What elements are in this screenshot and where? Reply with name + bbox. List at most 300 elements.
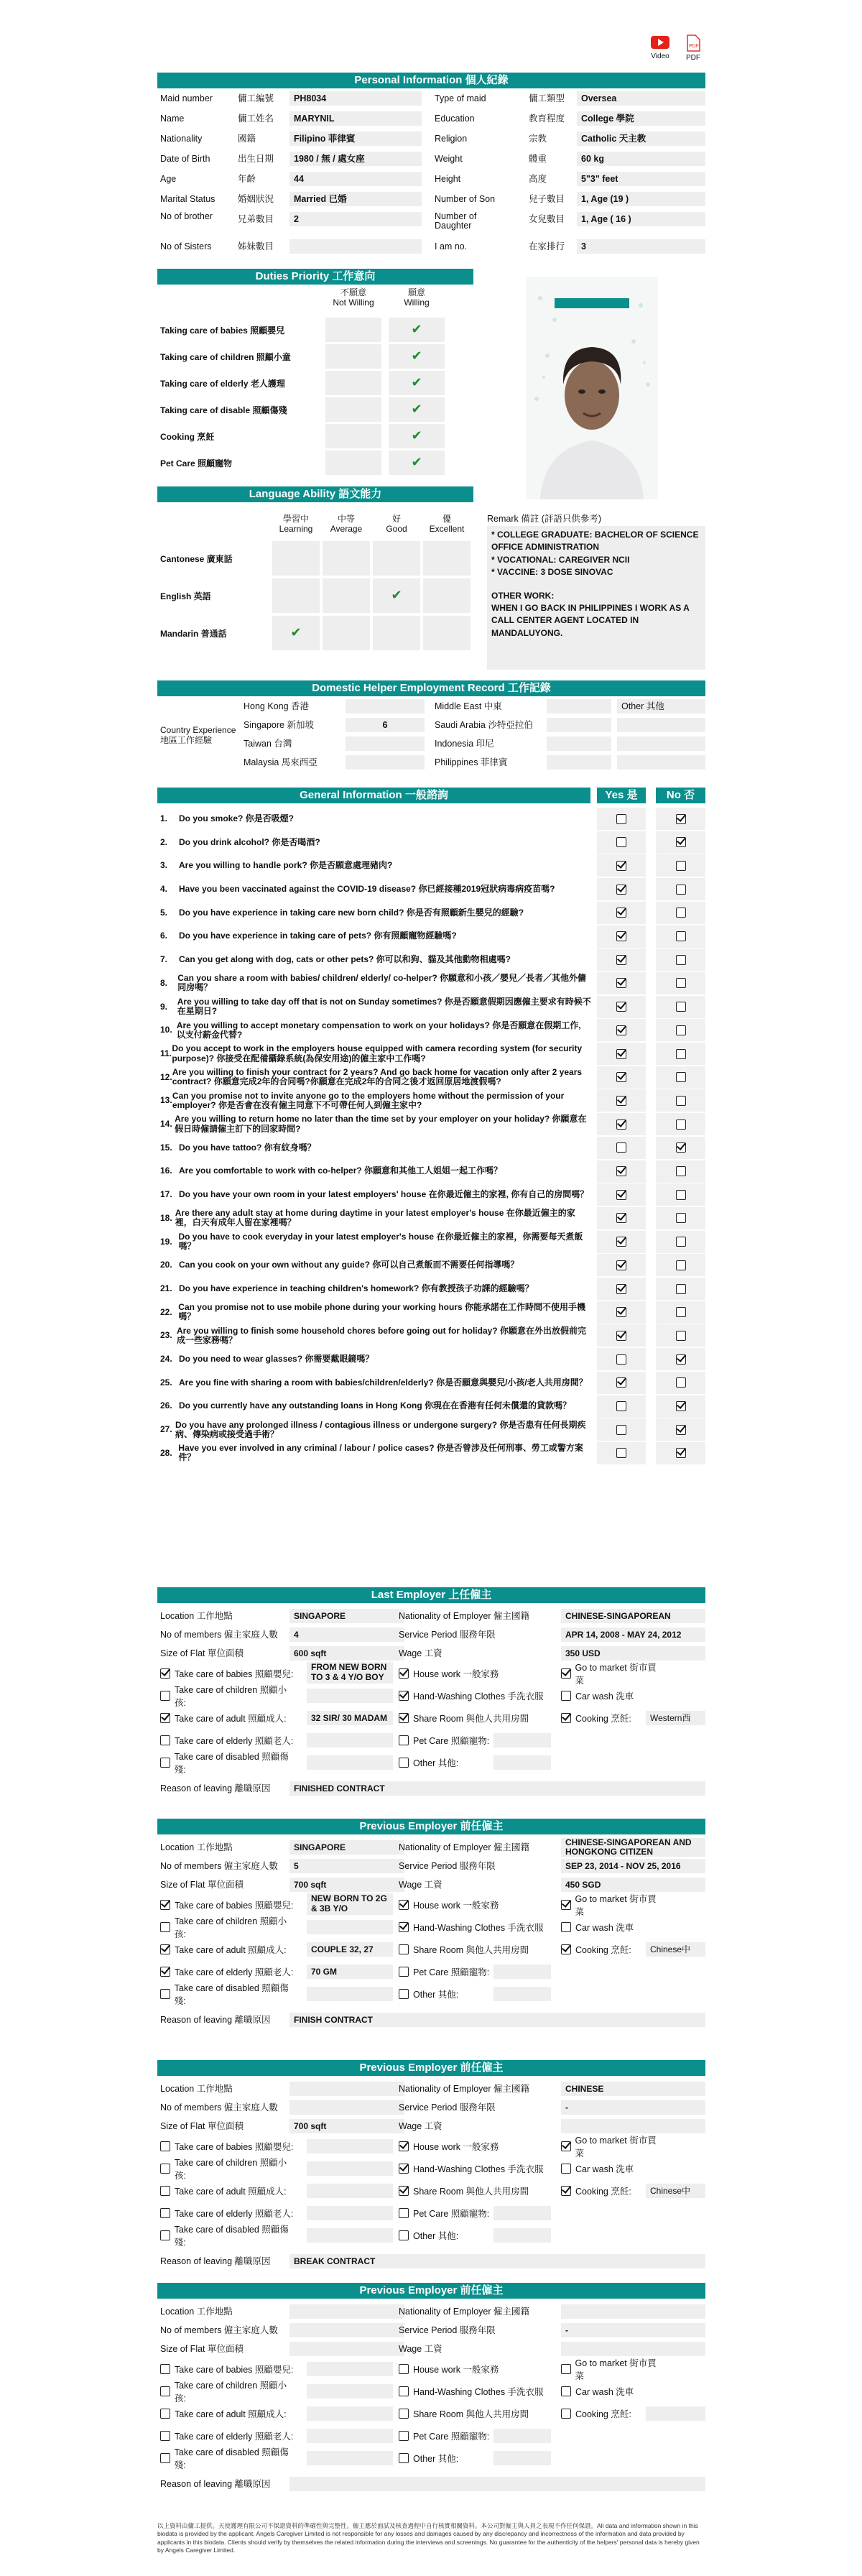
no-checkbox[interactable]	[676, 955, 686, 965]
care-item	[160, 1916, 297, 1939]
employer-value: SEP 23, 2014 - NOV 25, 2016	[561, 1859, 705, 1873]
personal-label-en: Education	[435, 114, 475, 124]
elderly-detail: 70 GM	[307, 1965, 393, 1979]
house-item	[399, 1666, 564, 1681]
personal-label-zh: 兒子數目	[529, 194, 565, 204]
wash-checkbox[interactable]	[399, 1922, 409, 1932]
personal-label-zh: 宗教	[529, 134, 547, 144]
yes-checkbox[interactable]	[616, 978, 626, 988]
no-cell	[656, 1395, 705, 1418]
no-checkbox[interactable]	[676, 1401, 686, 1411]
duty-label: Taking care of babies 照顧嬰兒	[160, 326, 285, 336]
personal-label-zh: 教育程度	[529, 114, 565, 124]
question-number: 1.	[160, 813, 168, 823]
language-col-header: 學習中 Learning	[279, 514, 313, 535]
other-checkbox[interactable]	[399, 1989, 409, 1999]
no-cell	[656, 1348, 705, 1370]
no-checkbox[interactable]	[676, 978, 686, 988]
general-question	[160, 996, 591, 1018]
employer-label: No of members 僱主家庭人數	[160, 1861, 278, 1871]
cooking-detail: Western西	[646, 1711, 705, 1725]
disabled-label: Take care of disabled 照顧傷殘:	[174, 1983, 289, 2006]
general-question-row	[157, 1019, 705, 1041]
video-link[interactable]	[649, 34, 671, 68]
question-text: Are you willing to finish some household chores before going out for holiday? 你願意在外出放假前完成一些家務嗎？	[176, 1325, 586, 1345]
question-number: 20.	[160, 1260, 172, 1270]
yes-checkbox[interactable]	[616, 1166, 626, 1176]
disabled-detail	[307, 2228, 393, 2243]
pdf-label: PDF	[686, 54, 700, 62]
market-item	[561, 2136, 662, 2159]
yes-cell	[597, 1089, 646, 1112]
other-country-cell: Other 其他	[617, 699, 705, 714]
car-checkbox[interactable]	[561, 2386, 571, 2396]
yes-checkbox[interactable]	[616, 908, 626, 918]
employer-value	[289, 2304, 404, 2319]
disabled-detail	[307, 1755, 393, 1770]
no-checkbox[interactable]	[676, 1190, 686, 1200]
babies-checkbox[interactable]	[160, 1668, 170, 1679]
elderly-checkbox[interactable]	[160, 1735, 170, 1745]
yes-checkbox[interactable]	[616, 1049, 626, 1059]
no-checkbox[interactable]	[676, 1049, 686, 1059]
language-col-header: 中等 Average	[330, 514, 363, 535]
no-checkbox[interactable]	[676, 1284, 686, 1294]
general-question	[160, 1254, 591, 1276]
care-item	[160, 2225, 297, 2248]
wash-checkbox[interactable]	[399, 2164, 409, 2174]
employer-label: Service Period 服務年限	[399, 2102, 496, 2113]
other-country-cell	[617, 737, 705, 751]
employer-value: 700 sqft	[289, 2119, 404, 2133]
wash-label: Hand-Washing Clothes 手洗衣服	[413, 2387, 544, 2397]
share-checkbox[interactable]	[399, 2409, 409, 2419]
wash-item	[399, 2384, 564, 2399]
country-years	[346, 755, 425, 770]
cooking-label: Cooking 烹飪:	[575, 1714, 631, 1724]
yes-checkbox[interactable]	[616, 861, 626, 871]
no-checkbox[interactable]	[676, 1072, 686, 1082]
top-icons	[646, 34, 711, 68]
pet-checkbox[interactable]	[399, 2208, 409, 2218]
disabled-checkbox[interactable]	[160, 1758, 170, 1768]
reason-value: FINISHED CONTRACT	[289, 1781, 705, 1796]
yes-checkbox[interactable]	[616, 1142, 626, 1153]
pet-label: Pet Care 照顧寵物:	[413, 2432, 490, 2442]
general-question-row	[157, 854, 705, 877]
no-checkbox[interactable]	[676, 908, 686, 918]
market-label: Go to market 街市買菜	[575, 1894, 657, 1917]
house-label: House work 一般家務	[413, 1901, 499, 1911]
disabled-checkbox[interactable]	[160, 2453, 170, 2463]
language-col-header: 優 Excellent	[429, 514, 465, 535]
car-label: Car wash 洗車	[575, 1691, 634, 1702]
disabled-checkbox[interactable]	[160, 1989, 170, 1999]
wash-item	[399, 1689, 564, 1703]
no-cell	[656, 1113, 705, 1135]
remark-title: Remark 備註 (評語只供參考)	[487, 514, 602, 524]
employer-label: Nationality of Employer 僱主國籍	[399, 2307, 530, 2317]
car-checkbox[interactable]	[561, 2164, 571, 2174]
employer-value: 700 sqft	[289, 1878, 404, 1892]
house-checkbox[interactable]	[399, 1900, 409, 1910]
employer-label: Location 工作地點	[160, 1842, 233, 1852]
cooking-checkbox[interactable]	[561, 1713, 571, 1723]
disabled-checkbox[interactable]	[160, 2230, 170, 2240]
pdf-icon	[685, 34, 701, 52]
elderly-checkbox[interactable]	[160, 1967, 170, 1977]
country-years: 6	[346, 718, 425, 732]
no-checkbox[interactable]	[676, 1213, 686, 1223]
general-question-row	[157, 1278, 705, 1300]
adult-detail: 32 SIR/ 30 MADAM	[307, 1711, 393, 1725]
pet-checkbox[interactable]	[399, 1735, 409, 1745]
no-checkbox[interactable]	[676, 885, 686, 895]
disclaimer-footer: 以上資料由傭工提供。天使護理有限公司不保證資料的準確性與完整性。僱主應於面試及核查過程中自行核實相關資料。本公司對僱主與人員之表現不作任何保證。All data and information shown in this biodata is provided by the applicant. Angels Caregiver Limited is not responsible for any losses and damages caused by any discrepancy and incorrectness of the information and data provided by applicants in this biodata. Clients should verify by themselves the related information during the interviews and screenings. No guarantee for the authenticity of the helpers' personal data is hereby given by Angels Caregiver Limited.	[157, 2522, 700, 2554]
no-checkbox[interactable]	[676, 1237, 686, 1247]
general-question-row	[157, 1418, 705, 1441]
yes-cell	[597, 1207, 646, 1229]
remark-box	[487, 512, 705, 671]
cooking-detail	[646, 2406, 705, 2421]
personal-label-en: No of brother	[160, 212, 213, 221]
yes-checkbox[interactable]	[616, 931, 626, 941]
elderly-label: Take care of elderly 照顧老人:	[175, 2432, 294, 2442]
employer-title: Previous Employer 前任僱主	[157, 1819, 705, 1834]
cooking-checkbox[interactable]	[561, 1944, 571, 1954]
cooking-checkbox[interactable]	[561, 2186, 571, 2196]
language-label: English 英語	[160, 591, 211, 601]
language-level-cell	[272, 616, 320, 650]
no-checkbox[interactable]	[676, 931, 686, 941]
remark-text	[487, 526, 705, 670]
no-checkbox[interactable]	[676, 1142, 686, 1153]
no-checkbox[interactable]	[676, 837, 686, 847]
employer-label: Location 工作地點	[160, 2084, 233, 2094]
country-name: Philippines 菲律賓	[435, 757, 508, 767]
general-question	[160, 878, 591, 900]
no-checkbox[interactable]	[676, 1307, 686, 1317]
yes-checkbox[interactable]	[616, 837, 626, 847]
no-checkbox[interactable]	[676, 1425, 686, 1435]
house-checkbox[interactable]	[399, 2141, 409, 2151]
question-number: 14.	[160, 1119, 172, 1129]
employer-block	[157, 2283, 705, 2498]
duty-willing-cell	[389, 451, 445, 475]
children-detail	[307, 1920, 393, 1934]
employer-value	[289, 2323, 404, 2337]
yes-checkbox[interactable]	[616, 955, 626, 965]
no-checkbox[interactable]	[676, 814, 686, 824]
employer-title: Last Employer 上任僱主	[157, 1587, 705, 1603]
no-cell	[656, 1137, 705, 1159]
market-checkbox[interactable]	[561, 2141, 571, 2151]
question-number: 21.	[160, 1283, 172, 1293]
country-years	[346, 737, 425, 751]
no-checkbox[interactable]	[676, 1260, 686, 1270]
market-label: Go to market 街市買菜	[575, 1663, 657, 1686]
share-checkbox[interactable]	[399, 1944, 409, 1954]
personal-label-en: Marital Status	[160, 194, 216, 204]
reason-value: FINISH CONTRACT	[289, 2013, 705, 2027]
personal-label-zh: 體重	[529, 154, 547, 164]
personal-info-header: Personal Information 個人紀錄	[157, 73, 705, 88]
other-detail	[493, 2451, 551, 2465]
yes-cell	[597, 1254, 646, 1276]
yes-checkbox[interactable]	[616, 1377, 626, 1388]
language-level-cell	[373, 578, 420, 613]
other-checkbox[interactable]	[399, 1758, 409, 1768]
pet-checkbox[interactable]	[399, 2431, 409, 2441]
question-number: 5.	[160, 907, 168, 918]
no-cell	[656, 1231, 705, 1253]
duty-not-willing-cell	[325, 344, 381, 369]
no-checkbox[interactable]	[676, 1166, 686, 1176]
check-icon: ✔	[411, 348, 422, 363]
language-table	[157, 505, 473, 667]
yes-cell	[597, 948, 646, 971]
yes-checkbox[interactable]	[616, 1213, 626, 1223]
personal-value: Catholic 天主教	[577, 131, 705, 146]
adult-label: Take care of adult 照顧成人:	[175, 2187, 287, 2197]
language-label: Cantonese 廣東話	[160, 554, 233, 564]
no-cell	[656, 1183, 705, 1206]
question-text: Do you have any prolonged illness / contagious illness or undergone surgery? 你是否患有任何長期疾病、傳染病或接受過手術？	[175, 1419, 586, 1439]
elderly-detail	[307, 1733, 393, 1748]
employer-title: Previous Employer 前任僱主	[157, 2283, 705, 2299]
general-question	[160, 808, 591, 830]
employer-title: Previous Employer 前任僱主	[157, 2060, 705, 2076]
yes-checkbox[interactable]	[616, 1425, 626, 1435]
market-checkbox[interactable]	[561, 2364, 571, 2374]
no-cell	[656, 1019, 705, 1041]
adult-checkbox[interactable]	[160, 2409, 170, 2419]
question-number: 15.	[160, 1142, 172, 1153]
no-cell	[656, 1278, 705, 1300]
general-question	[160, 1183, 591, 1206]
no-checkbox[interactable]	[676, 1448, 686, 1458]
personal-value	[289, 239, 422, 254]
yes-checkbox[interactable]	[616, 1354, 626, 1365]
question-text: Are you willing to accept monetary compensation to work on your holidays? 你是否願意在假期工作, 以支付薪金代替?	[176, 1020, 581, 1040]
yes-checkbox[interactable]	[616, 814, 626, 824]
car-checkbox[interactable]	[561, 1922, 571, 1932]
cooking-checkbox[interactable]	[561, 2409, 571, 2419]
country-name: Indonesia 印尼	[435, 739, 494, 749]
yes-checkbox[interactable]	[616, 1237, 626, 1247]
general-question	[160, 948, 591, 971]
yes-checkbox[interactable]	[616, 1120, 626, 1130]
question-number: 11.	[160, 1048, 172, 1058]
language-level-cell	[423, 616, 471, 650]
no-checkbox[interactable]	[676, 861, 686, 871]
children-checkbox[interactable]	[160, 2164, 170, 2174]
house-checkbox[interactable]	[399, 1668, 409, 1679]
yes-checkbox[interactable]	[616, 1307, 626, 1317]
elderly-checkbox[interactable]	[160, 2431, 170, 2441]
yes-cell	[597, 831, 646, 854]
general-question	[160, 1113, 591, 1135]
pet-checkbox[interactable]	[399, 1967, 409, 1977]
car-item	[561, 1689, 662, 1703]
wash-checkbox[interactable]	[399, 2386, 409, 2396]
yes-checkbox[interactable]	[616, 1096, 626, 1106]
question-number: 13.	[160, 1095, 172, 1106]
wash-checkbox[interactable]	[399, 1691, 409, 1701]
adult-detail	[307, 2406, 393, 2421]
general-question-row	[157, 1183, 705, 1206]
babies-checkbox[interactable]	[160, 1900, 170, 1910]
children-checkbox[interactable]	[160, 2386, 170, 2396]
question-number: 8.	[160, 977, 168, 988]
babies-label: Take care of babies 照顧嬰兒:	[175, 1901, 294, 1911]
yes-cell	[597, 1043, 646, 1065]
house-label: House work 一般家務	[413, 2365, 499, 2375]
employer-label: Service Period 服務年限	[399, 1630, 496, 1640]
yes-checkbox[interactable]	[616, 1331, 626, 1341]
adult-checkbox[interactable]	[160, 2186, 170, 2196]
pdf-link[interactable]	[682, 34, 704, 68]
no-checkbox[interactable]	[676, 1331, 686, 1341]
yes-checkbox[interactable]	[616, 885, 626, 895]
yes-cell	[597, 1278, 646, 1300]
question-number: 23.	[160, 1330, 172, 1341]
personal-value: 5"3" feet	[577, 172, 705, 186]
no-checkbox[interactable]	[676, 1377, 686, 1388]
yes-checkbox[interactable]	[616, 1260, 626, 1270]
remark-line: * COLLEGE GRADUATE: BACHELOR OF SCIENCE OFFICE ADMINISTRATION	[491, 530, 699, 553]
care-item	[160, 2206, 297, 2220]
question-text: Do you drink alcohol? 你是否喝酒?	[179, 836, 320, 847]
personal-label-zh: 姊妹數目	[238, 241, 274, 251]
market-checkbox[interactable]	[561, 1900, 571, 1910]
children-checkbox[interactable]	[160, 1691, 170, 1701]
personal-value: 1, Age ( 16 )	[577, 212, 705, 226]
disabled-label: Take care of disabled 照顧傷殘:	[174, 1752, 289, 1775]
yes-cell	[597, 972, 646, 994]
yes-checkbox[interactable]	[616, 1025, 626, 1035]
personal-info-table	[157, 91, 705, 260]
yes-cell	[597, 1019, 646, 1041]
employer-value: 350 USD	[561, 1646, 705, 1661]
country-name: Taiwan 台灣	[244, 739, 292, 749]
elderly-checkbox[interactable]	[160, 2208, 170, 2218]
pet-detail	[493, 1733, 551, 1748]
yes-checkbox[interactable]	[616, 1002, 626, 1012]
country-years	[547, 737, 611, 751]
no-cell	[656, 808, 705, 830]
question-text: Are you willing to take day off that is not on Sunday sometimes? 你是否願意假期因應僱主要求有時候不在星期日?	[177, 996, 591, 1017]
share-item	[399, 1942, 564, 1957]
no-checkbox[interactable]	[676, 1096, 686, 1106]
no-cell	[656, 1207, 705, 1229]
yes-cell	[597, 925, 646, 948]
general-no-header: No 否	[656, 788, 705, 803]
duty-willing-cell	[389, 318, 445, 342]
no-checkbox[interactable]	[676, 1025, 686, 1035]
car-item	[561, 1920, 662, 1934]
employer-value: 5	[289, 1859, 404, 1873]
language-level-cell	[373, 541, 420, 576]
market-label: Go to market 街市買菜	[575, 2358, 657, 2381]
other-checkbox[interactable]	[399, 2453, 409, 2463]
personal-label-zh: 在家排行	[529, 241, 565, 251]
no-cell	[656, 948, 705, 971]
care-item	[160, 2447, 297, 2470]
personal-value: PH8034	[289, 91, 422, 106]
other-country-cell	[617, 718, 705, 732]
employer-value: CHINESE	[561, 2082, 705, 2096]
question-number: 10.	[160, 1025, 172, 1035]
care-item	[160, 2158, 297, 2181]
employer-value	[561, 2119, 705, 2133]
question-number: 27.	[160, 1424, 172, 1435]
question-text: Have you ever involved in any criminal / labour / police cases? 你是否曾涉及任何刑事、勞工或警方案件？	[178, 1443, 583, 1463]
yes-checkbox[interactable]	[616, 1448, 626, 1458]
adult-checkbox[interactable]	[160, 1713, 170, 1723]
general-header	[157, 788, 705, 803]
adult-label: Take care of adult 照顧成人:	[175, 2409, 287, 2419]
personal-value: 2	[289, 212, 422, 226]
no-checkbox[interactable]	[676, 1354, 686, 1365]
general-question-row	[157, 948, 705, 971]
share-checkbox[interactable]	[399, 2186, 409, 2196]
yes-checkbox[interactable]	[616, 1401, 626, 1411]
no-checkbox[interactable]	[676, 1002, 686, 1012]
remark-line: WHEN I GO BACK IN PHILIPPINES I WORK AS A CALL CENTER AGENT LOCATED IN MANDALUYONG.	[491, 602, 690, 638]
no-checkbox[interactable]	[676, 1120, 686, 1130]
language-level-cell	[373, 616, 420, 650]
house-item	[399, 2362, 564, 2376]
house-label: House work 一般家務	[413, 1669, 499, 1679]
babies-checkbox[interactable]	[160, 2364, 170, 2374]
yes-checkbox[interactable]	[616, 1284, 626, 1294]
general-question	[160, 1207, 591, 1229]
general-question	[160, 1278, 591, 1300]
country-name: Middle East 中東	[435, 701, 502, 711]
yes-checkbox[interactable]	[616, 1072, 626, 1082]
car-checkbox[interactable]	[561, 1691, 571, 1701]
general-question	[160, 1418, 591, 1441]
check-icon: ✔	[411, 375, 422, 389]
general-question	[160, 925, 591, 948]
duty-label: Taking care of disable 照顧傷殘	[160, 405, 287, 415]
yes-checkbox[interactable]	[616, 1190, 626, 1200]
personal-label-zh: 傭工類型	[529, 93, 565, 103]
country-years	[547, 699, 611, 714]
market-checkbox[interactable]	[561, 1668, 571, 1679]
country-years	[346, 699, 425, 714]
general-question	[160, 1395, 591, 1418]
other-checkbox[interactable]	[399, 2230, 409, 2240]
care-item	[160, 1685, 297, 1708]
general-question	[160, 1231, 591, 1253]
babies-checkbox[interactable]	[160, 2141, 170, 2151]
house-checkbox[interactable]	[399, 2364, 409, 2374]
yes-cell	[597, 996, 646, 1018]
check-icon: ✔	[411, 322, 422, 336]
share-checkbox[interactable]	[399, 1713, 409, 1723]
reason-value	[289, 2477, 705, 2491]
employer-value: CHINESE-SINGAPOREAN	[561, 1609, 705, 1623]
children-checkbox[interactable]	[160, 1922, 170, 1932]
question-text: Do you have experience in teaching children's homework? 你有教授孩子功課的經驗嗎？	[179, 1283, 534, 1293]
employer-label: Nationality of Employer 僱主國籍	[399, 1842, 530, 1852]
adult-checkbox[interactable]	[160, 1944, 170, 1954]
personal-label-en: No of Sisters	[160, 241, 212, 251]
general-question-row	[157, 1372, 705, 1394]
share-label: Share Room 與他人共用房間	[413, 1945, 529, 1955]
